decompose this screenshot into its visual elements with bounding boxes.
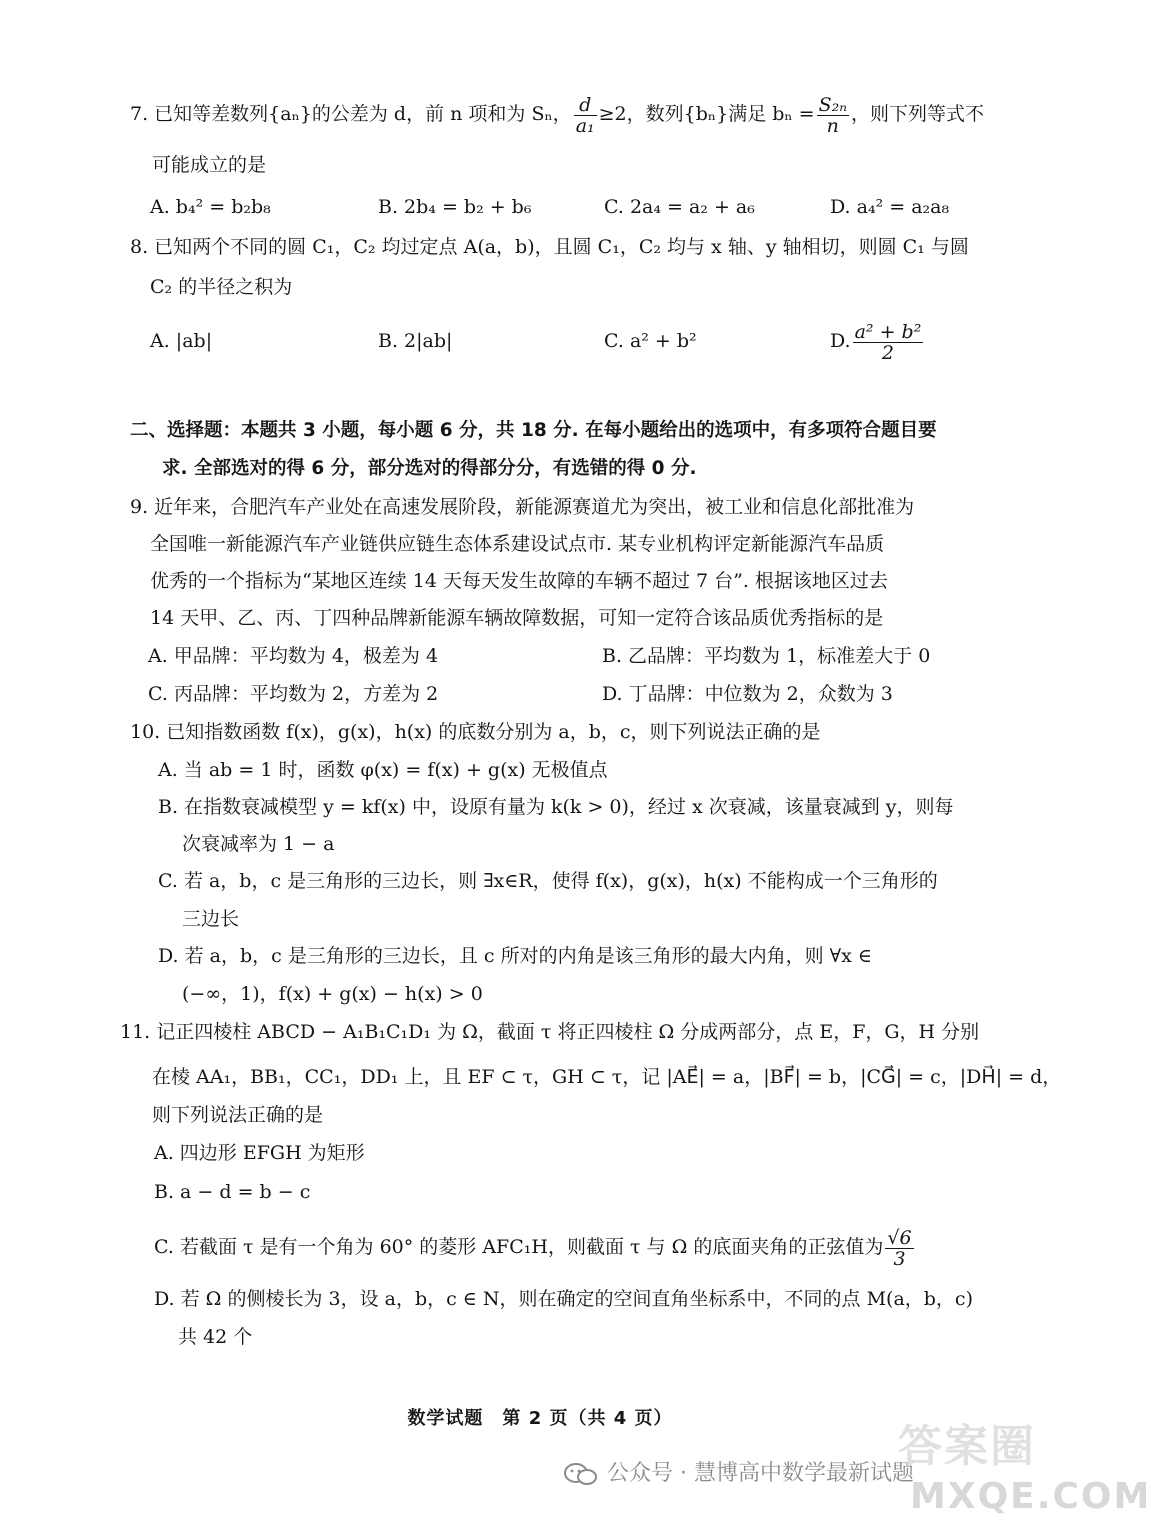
q11-stem-line2: 在棱 AA₁，BB₁，CC₁，DD₁ 上，且 EF ⊂ τ，GH ⊂ τ，记 |AE⃗| = a，|BF⃗| = b，|CG⃗| = c，|DH⃗| = d，: [152, 1066, 1062, 1088]
q8-option-d-label: D.: [830, 330, 851, 352]
q11-option-a: A. 四边形 EFGH 为矩形: [154, 1142, 365, 1164]
q7-option-c: C. 2a₄ = a₂ + a₆: [604, 196, 755, 218]
q11-option-c-text: C. 若截面 τ 是有一个角为 60° 的菱形 AFC₁H，则截面 τ 与 Ω 的底面夹角的正弦值为: [154, 1236, 884, 1258]
q11-option-d-line1: D. 若 Ω 的侧棱长为 3，设 a，b，c ∈ N，则在确定的空间直角坐标系中，不同的点 M(a，b，c): [154, 1288, 973, 1310]
q7-stem-mid: ≥2，数列{bₙ}满足 bₙ =: [598, 103, 815, 125]
q10-option-d-line2: (−∞，1)，f(x) + g(x) − h(x) > 0: [182, 983, 483, 1005]
q9-stem-line2: 全国唯一新能源汽车产业链供应链生态体系建设试点市. 某专业机构评定新能源汽车品质: [150, 533, 885, 555]
q11-option-c-den: 3: [893, 1247, 906, 1270]
q9-stem-line1: 9. 近年来，合肥汽车产业处在高速发展阶段，新能源赛道尤为突出，被工业和信息化部批准为: [130, 496, 915, 518]
q8-option-b: B. 2|ab|: [378, 330, 453, 352]
q8-stem-line1: 8. 已知两个不同的圆 C₁，C₂ 均过定点 A(a，b)，且圆 C₁，C₂ 均与 x 轴、y 轴相切，则圆 C₁ 与圆: [130, 236, 969, 258]
site-logo-bottom: MXQE.COM: [910, 1476, 1151, 1517]
q7-stem-line2: 可能成立的是: [152, 154, 267, 176]
q10-option-c-line1: C. 若 a，b，c 是三角形的三边长，则 ∃x∈R，使得 f(x)，g(x)，h(x) 不能构成一个三角形的: [158, 870, 938, 892]
q7-fraction-d-over-a1: [574, 95, 597, 136]
q11-option-c-fraction: [885, 1228, 913, 1269]
q9-option-d: D. 丁品牌：中位数为 2，众数为 3: [602, 683, 893, 705]
q7-stem-start: 7. 已知等差数列{aₙ}的公差为 d，前 n 项和为 Sₙ，: [130, 103, 572, 125]
q8-option-d-fraction: [853, 322, 924, 363]
q7-option-a: A. b₄² = b₂b₈: [150, 196, 271, 218]
q10-option-b-line2: 次衰减率为 1 − a: [182, 833, 335, 855]
q7-stem-end: ，则下列等式不: [850, 103, 984, 125]
q8-option-a: A. |ab|: [150, 330, 213, 352]
site-logo-watermark: [890, 1410, 1151, 1520]
q11-option-c: [154, 1224, 916, 1270]
q10-option-a: A. 当 ab = 1 时，函数 φ(x) = f(x) + g(x) 无极值点: [158, 759, 608, 781]
q7-stem: [130, 94, 984, 136]
section2-heading-line1: 二、选择题：本题共 3 小题，每小题 6 分，共 18 分. 在每小题给出的选项中，有多项符合题目要: [130, 420, 937, 441]
q11-stem-line3: 则下列说法正确的是: [152, 1104, 324, 1126]
q11-stem-line1: 11. 记正四棱柱 ABCD − A₁B₁C₁D₁ 为 Ω，截面 τ 将正四棱柱 Ω 分成两部分，点 E，F，G，H 分别: [120, 1021, 980, 1043]
q10-option-b-line1: B. 在指数衰减模型 y = kf(x) 中，设原有量为 k(k > 0)，经过 x 次衰减，该量衰减到 y，则每: [158, 796, 954, 818]
q7-frac2-den: n: [826, 114, 839, 137]
q7-option-b: B. 2b₄ = b₂ + b₆: [378, 196, 532, 218]
q7-frac1-num: d: [574, 95, 597, 116]
q8-option-d: [830, 318, 925, 364]
q7-fraction-s2n-over-n: [817, 95, 849, 136]
site-logo-top: 答案圈: [898, 1421, 1036, 1472]
q10-option-d-line1: D. 若 a，b，c 是三角形的三边长，且 c 所对的内角是该三角形的最大内角，则 ∀x ∈: [158, 945, 872, 967]
page-footer: 数学试题 第 2 页（共 4 页）: [407, 1408, 673, 1429]
q10-stem: 10. 已知指数函数 f(x)，g(x)，h(x) 的底数分别为 a，b，c，则下列说法正确的是: [130, 721, 821, 743]
q9-stem-line3: 优秀的一个指标为“某地区连续 14 天每天发生故障的车辆不超过 7 台”. 根据该地区过去: [150, 570, 888, 592]
q8-option-c: C. a² + b²: [604, 330, 697, 352]
q8-option-d-num: a² + b²: [854, 320, 922, 343]
q7-frac2-num: S₂ₙ: [818, 93, 847, 116]
q9-option-c: C. 丙品牌：平均数为 2，方差为 2: [148, 683, 439, 705]
wechat-icon: [563, 1462, 599, 1486]
q11-option-d-line2: 共 42 个: [178, 1326, 253, 1348]
q10-option-c-line2: 三边长: [182, 908, 240, 930]
q7-frac1-den: a₁: [575, 114, 595, 137]
q8-stem-line2: C₂ 的半径之积为: [150, 276, 293, 298]
q8-option-d-den: 2: [881, 341, 895, 364]
section2-heading-line2: 求. 全部选对的得 6 分，部分选对的得部分分，有选错的得 0 分.: [162, 458, 697, 479]
q9-option-a: A. 甲品牌：平均数为 4，极差为 4: [148, 645, 439, 667]
wechat-watermark-text: 公众号 · 慧博高中数学最新试题: [607, 1461, 914, 1486]
q11-option-b: B. a − d = b − c: [154, 1181, 311, 1203]
q7-option-d: D. a₄² = a₂a₈: [830, 196, 950, 218]
wechat-watermark: [563, 1456, 914, 1487]
q11-option-c-num: √6: [887, 1226, 912, 1249]
q9-stem-line4: 14 天甲、乙、丙、丁四种品牌新能源车辆故障数据，可知一定符合该品质优秀指标的是: [150, 607, 884, 629]
q9-option-b: B. 乙品牌：平均数为 1，标准差大于 0: [602, 645, 931, 667]
